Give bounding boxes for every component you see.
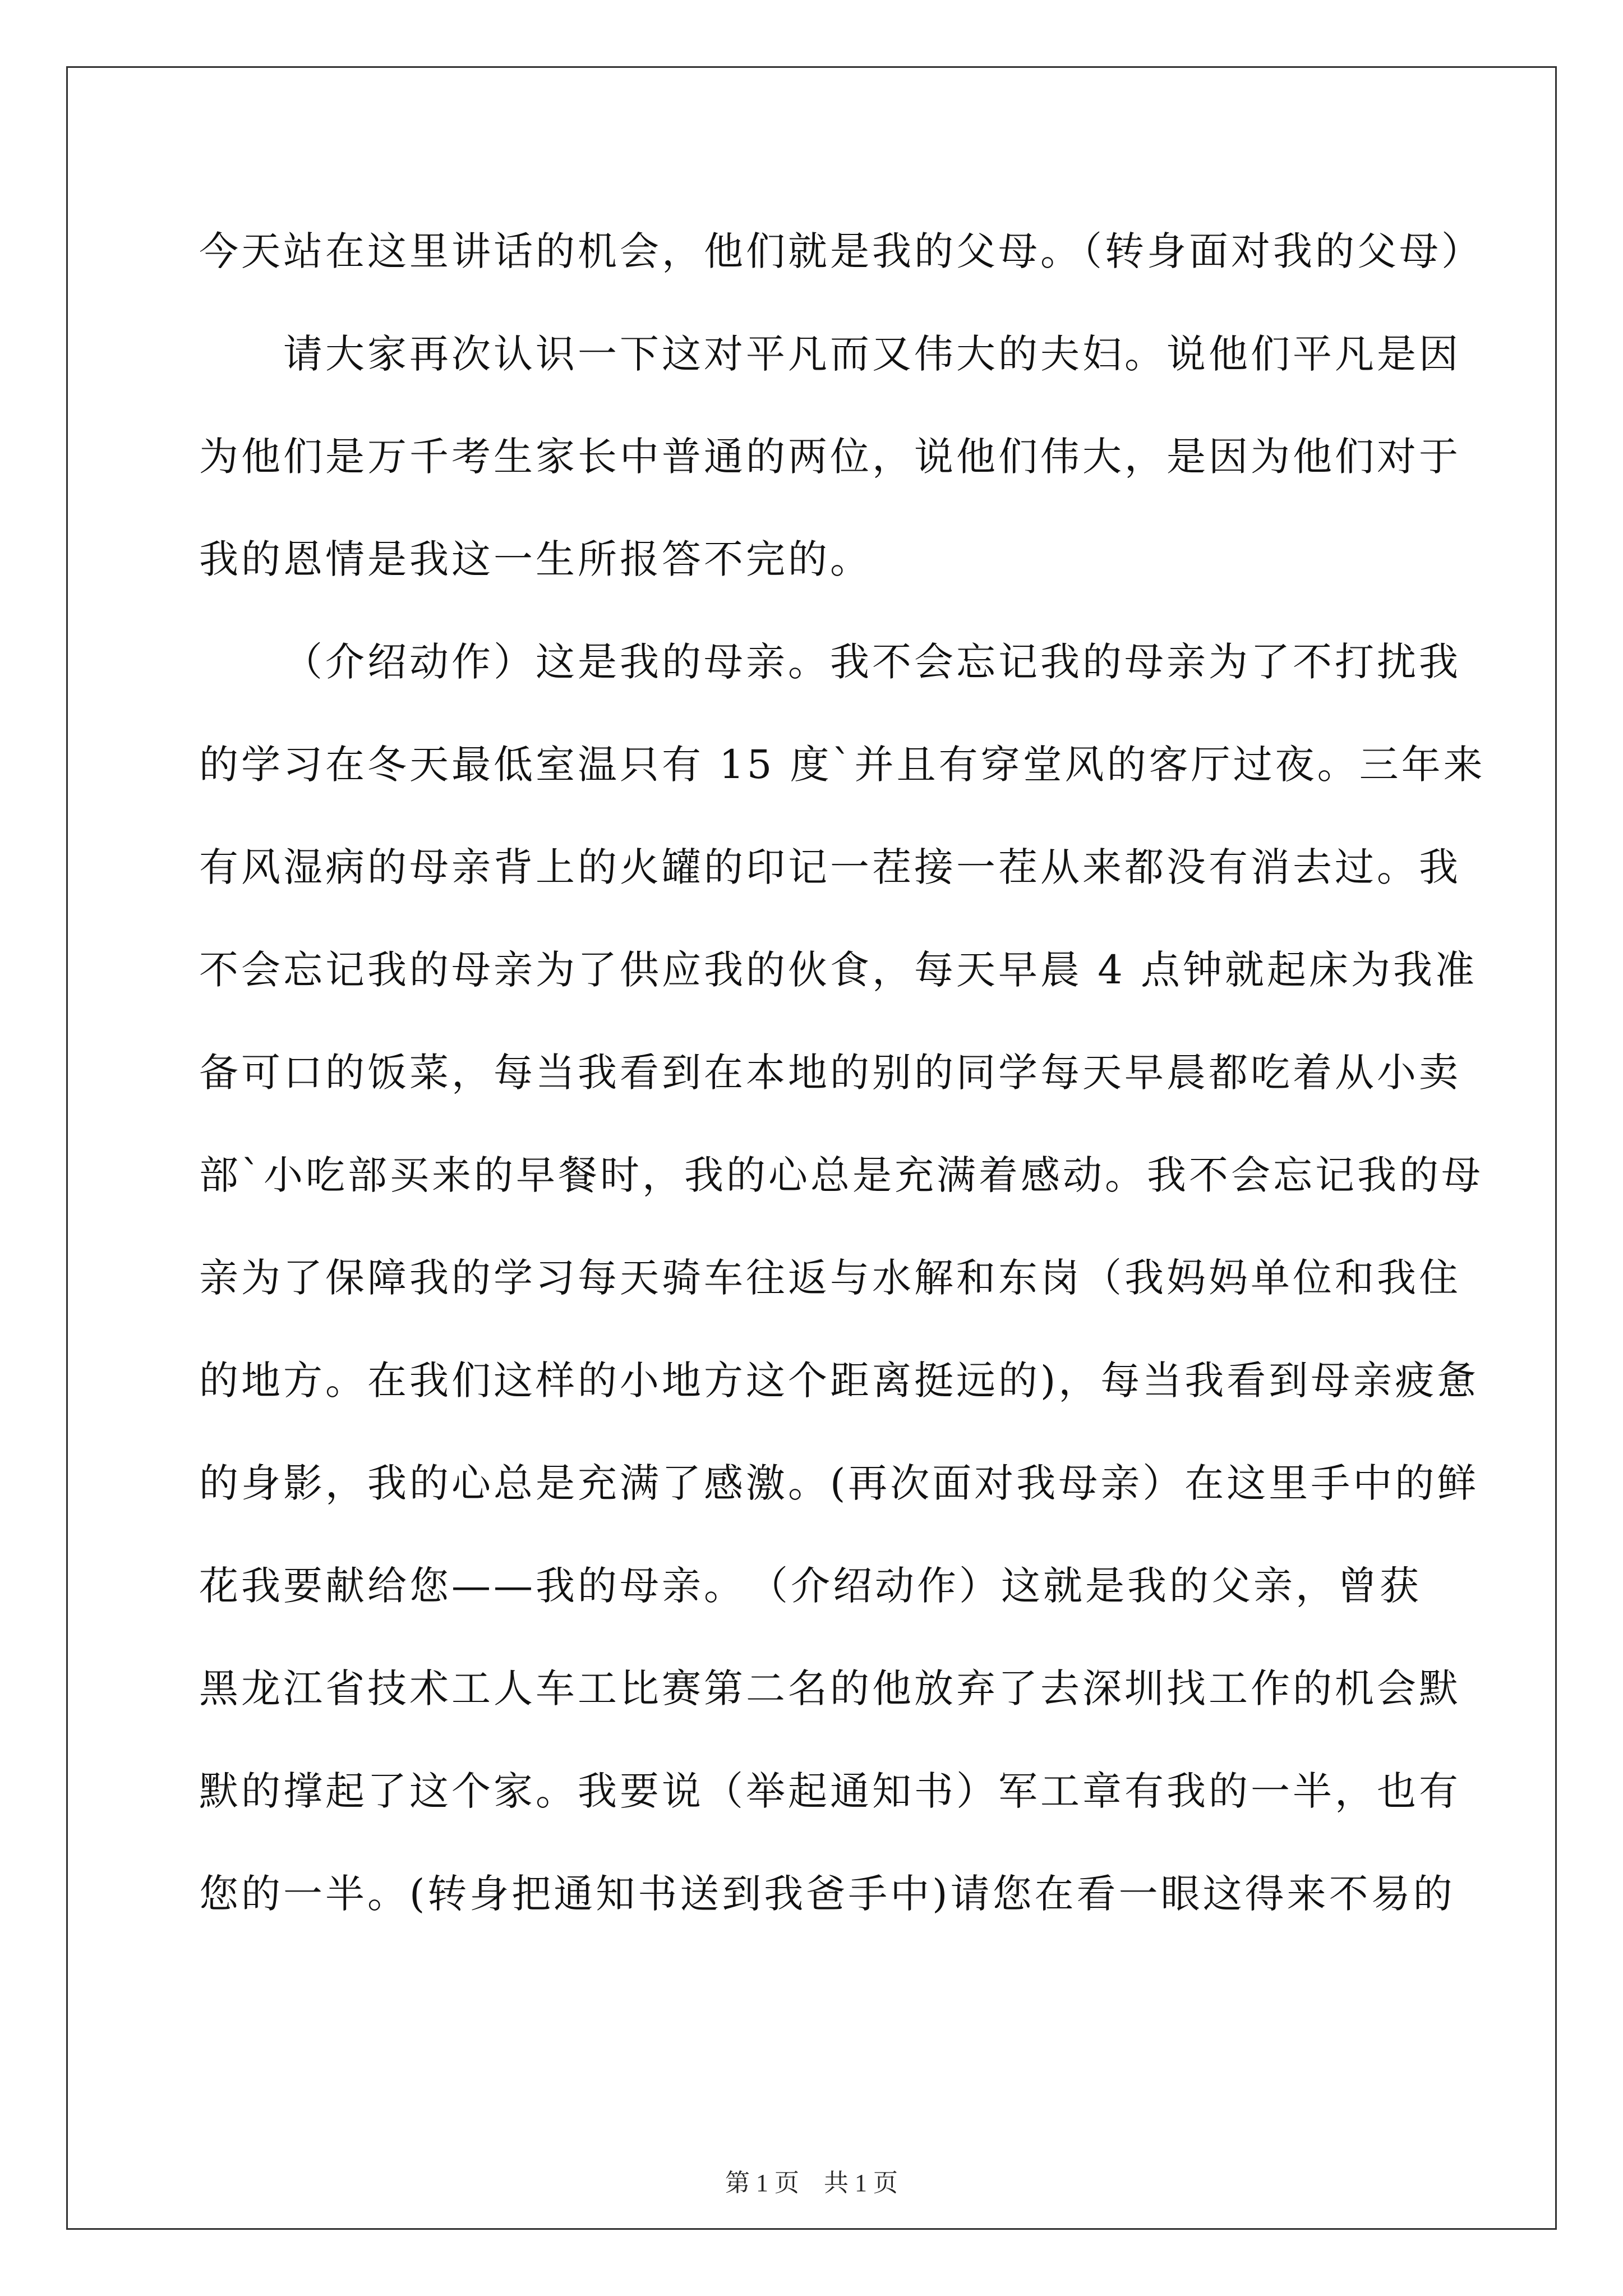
text-line: 有风湿病的母亲背上的火罐的印记一茬接一茬从来都没有消去过。我 [199,844,1461,890]
text-line: 部`小吃部买来的早餐时，我的心总是充满着感动。我不会忘记我的母 [199,1152,1483,1198]
text-line: 备可口的饭菜，每当我看到在本地的别的同学每天早晨都吃着从小卖 [199,1050,1461,1096]
text-line: 默的撑起了这个家。我要说（举起通知书）军工章有我的一半，也有 [199,1768,1461,1814]
text-line: 我的恩情是我这一生所报答不完的。 [199,536,872,582]
text-line: （介绍动作）这是我的母亲。我不会忘记我的母亲为了不打扰我 [283,639,1461,685]
text-line: 的学习在冬天最低室温只有 15 度`并且有穿堂风的客厅过夜。三年来 [199,742,1486,788]
text-line: 的地方。在我们这样的小地方这个距离挺远的)，每当我看到母亲疲惫 [199,1358,1479,1404]
text-line: 今天站在这里讲话的机会，他们就是我的父母。（转身面对我的父母） [199,228,1483,274]
text-line: 请大家再次认识一下这对平凡而又伟大的夫妇。说他们平凡是因 [283,331,1461,377]
document-body [199,212,1486,1957]
text-line: 的身影，我的心总是充满了感激。(再次面对我母亲）在这里手中的鲜 [199,1460,1479,1506]
text-line: 不会忘记我的母亲为了供应我的伙食，每天早晨 4 点钟就起床为我准 [199,947,1478,993]
text-line: 亲为了保障我的学习每天骑车往返与水解和东岗（我妈妈单位和我住 [199,1255,1461,1301]
text-line: 花我要献给您——我的母亲。 （介绍动作）这就是我的父亲，曾获 [199,1563,1422,1609]
page-footer: 第 1 页 共 1 页 [725,2169,898,2197]
text-line: 为他们是万千考生家长中普通的两位，说他们伟大，是因为他们对于 [199,434,1461,480]
text-line: 黑龙江省技术工人车工比赛第二名的他放弃了去深圳找工作的机会默 [199,1665,1461,1711]
text-line: 您的一半。(转身把通知书送到我爸手中)请您在看一眼这得来不易的 [199,1871,1455,1917]
